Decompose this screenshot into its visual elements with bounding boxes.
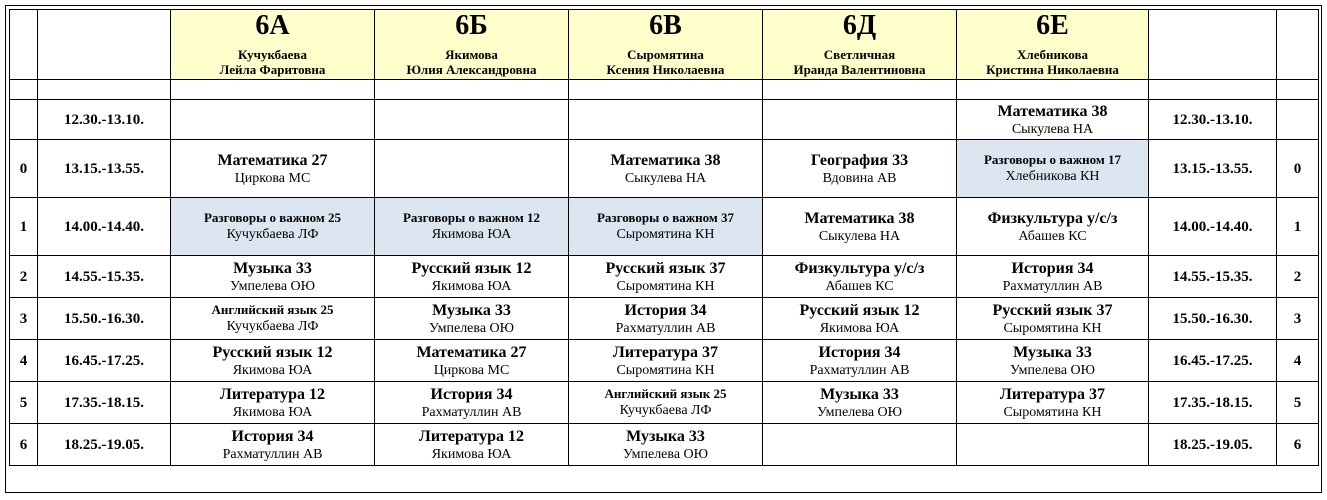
lesson-subject: Литература 37 [612,343,719,361]
lesson-cell [375,424,569,466]
lesson-time-right [1149,140,1277,198]
lesson-time-right-text: 18.25.-19.05. [1172,436,1253,453]
lesson-cell [957,256,1149,298]
lesson-teacher: Абашев КС [1018,228,1087,244]
lesson-number-right-text: 2 [1293,268,1302,285]
class-teacher-last: Светличная [823,47,896,62]
lesson-subject: Литература 37 [999,385,1106,403]
class-teacher-first: Ираида Валентиновна [793,62,926,77]
lesson-cell [375,382,569,424]
lesson-teacher: Умпелева ОЮ [428,320,515,336]
lesson-teacher: Умпелева ОЮ [1009,362,1096,378]
lesson-cell [375,298,569,340]
lesson-subject: Английский язык 25 [211,302,334,317]
lesson-teacher: Рахматуллин АВ [222,446,323,462]
lesson-teacher: Рахматуллин АВ [809,362,910,378]
lesson-teacher: Якимова ЮА [819,320,900,336]
lesson-subject: История 34 [231,427,314,445]
lesson-number-right-text: 3 [1293,310,1302,327]
lesson-subject: Математика 38 [804,209,915,227]
lesson-cell [957,424,1149,466]
lesson-number-right-text: 1 [1293,218,1302,235]
lesson-subject: История 34 [624,301,707,319]
lesson-time [38,298,171,340]
class-teacher-first: Ксения Николаевна [606,62,725,77]
lesson-cell [763,100,957,140]
lesson-teacher: Вдовина АВ [822,170,897,186]
lesson-cell [375,340,569,382]
lesson-number-right-text: 6 [1293,436,1302,453]
lesson-cell [569,256,763,298]
schedule-table [9,9,1319,466]
lesson-time-right [1149,424,1277,466]
class-header-6a [171,10,375,80]
lesson-number [10,256,38,298]
lesson-teacher: Сыромятина КН [616,278,715,294]
lesson-cell [569,382,763,424]
lesson-number [10,340,38,382]
lesson-cell [171,298,375,340]
lesson-teacher: Сыромятина КН [616,227,715,242]
lesson-subject: Математика 38 [997,102,1108,120]
lesson-teacher: Якимова ЮА [431,446,512,462]
lesson-time-text: 14.00.-14.40. [64,218,144,235]
lesson-number-text: 5 [19,394,28,411]
lesson-time-text: 12.30.-13.10. [64,111,144,128]
schedule-row [10,424,1319,466]
lesson-time-right [1149,100,1277,140]
lesson-time-right [1149,256,1277,298]
lesson-teacher: Циркова МС [433,362,510,378]
lesson-teacher: Сыромятина КН [1003,404,1102,420]
lesson-cell [569,340,763,382]
lesson-teacher: Якимова ЮА [431,278,512,294]
header-empty-time [38,10,171,80]
lesson-teacher: Якимова ЮА [232,404,313,420]
lesson-time-text: 17.35.-18.15. [64,394,144,411]
lesson-time [38,140,171,198]
class-name: 6В [649,10,682,41]
lesson-teacher: Рахматуллин АВ [421,404,522,420]
lesson-time-right-text: 16.45.-17.25. [1172,352,1253,369]
class-name: 6Д [842,10,877,41]
lesson-subject: Русский язык 12 [799,301,920,319]
lesson-subject: Разговоры о важном 25 [203,210,342,225]
header-empty-num [10,10,38,80]
lesson-teacher: Кучукбаева ЛФ [619,403,712,418]
lesson-subject: Разговоры о важном 37 [596,210,735,225]
lesson-time-right-text: 13.15.-13.55. [1172,160,1253,177]
lesson-number-text: 0 [19,160,28,177]
lesson-cell [763,256,957,298]
lesson-subject: Музыка 33 [626,427,705,445]
lesson-subject: Английский язык 25 [604,386,727,401]
lesson-number [10,382,38,424]
header-empty-time-right [1149,10,1277,80]
lesson-cell [957,340,1149,382]
lesson-cell [569,100,763,140]
header-empty-num-right [1277,10,1319,80]
lesson-number-right [1277,140,1319,198]
lesson-teacher: Умпелева ОЮ [816,404,903,420]
lesson-cell [763,298,957,340]
lesson-subject: Русский язык 37 [992,301,1113,319]
lesson-subject: Математика 38 [610,151,721,169]
lesson-subject: Математика 27 [416,343,527,361]
lesson-subject: Физкультура у/с/з [987,209,1118,227]
lesson-cell [569,198,763,256]
lesson-time [38,424,171,466]
lesson-teacher: Якимова ЮА [431,227,512,242]
lesson-subject: Разговоры о важном 12 [402,210,541,225]
lesson-number-text: 6 [19,436,28,453]
lesson-cell [569,424,763,466]
lesson-cell [171,382,375,424]
lesson-time [38,198,171,256]
header-row [10,10,1319,80]
lesson-teacher: Абашев КС [825,278,894,294]
schedule-body [10,100,1319,466]
lesson-teacher: Кучукбаева ЛФ [226,319,319,334]
lesson-time-right [1149,340,1277,382]
lesson-cell [957,140,1149,198]
lesson-cell [763,382,957,424]
lesson-cell [569,298,763,340]
class-teacher-last: Якимова [445,47,498,62]
class-teacher-first: Лейла Фаритовна [219,62,326,77]
lesson-number-text: 1 [19,218,28,235]
lesson-cell [763,340,957,382]
lesson-number-right [1277,382,1319,424]
lesson-teacher: Сыкулева НА [818,228,901,244]
lesson-cell [171,424,375,466]
lesson-subject: Физкультура у/с/з [794,259,925,277]
lesson-time-right [1149,298,1277,340]
lesson-number-text: 3 [19,310,28,327]
schedule-row [10,256,1319,298]
lesson-teacher: Умпелева ОЮ [622,446,709,462]
lesson-cell [375,100,569,140]
lesson-teacher: Сыкулева НА [1011,121,1094,137]
schedule-row [10,340,1319,382]
lesson-cell [375,198,569,256]
lesson-subject: Музыка 33 [233,259,312,277]
lesson-time-right-text: 15.50.-16.30. [1172,310,1253,327]
class-header-6b [375,10,569,80]
lesson-teacher: Кучукбаева ЛФ [226,227,319,242]
lesson-teacher: Рахматуллин АВ [1002,278,1103,294]
class-name: 6Е [1036,10,1069,41]
lesson-cell [763,198,957,256]
lesson-number [10,100,38,140]
lesson-time [38,100,171,140]
lesson-teacher: Хлебникова КН [1005,169,1100,184]
lesson-teacher: Сыромятина КН [1003,320,1102,336]
lesson-number [10,198,38,256]
lesson-cell [957,382,1149,424]
lesson-teacher: Рахматуллин АВ [615,320,716,336]
lesson-number-text: 2 [19,268,28,285]
lesson-time-right [1149,198,1277,256]
lesson-time-text: 13.15.-13.55. [64,160,144,177]
class-name: 6А [255,10,290,41]
lesson-number-right [1277,198,1319,256]
lesson-number-right [1277,340,1319,382]
lesson-cell [171,140,375,198]
lesson-number-right-text: 0 [1293,160,1302,177]
lesson-cell [569,140,763,198]
lesson-subject: История 34 [430,385,513,403]
lesson-teacher: Сыромятина КН [616,362,715,378]
lesson-teacher: Сыкулева НА [624,170,707,186]
lesson-time-right-text: 14.00.-14.40. [1172,218,1253,235]
lesson-subject: Русский язык 12 [411,259,532,277]
class-header-6v [569,10,763,80]
lesson-subject: История 34 [1011,259,1094,277]
class-teacher-last: Сыромятина [627,47,704,62]
lesson-cell [957,100,1149,140]
lesson-time-right [1149,382,1277,424]
lesson-number-right-text: 5 [1293,394,1302,411]
lesson-cell [375,256,569,298]
lesson-time-text: 15.50.-16.30. [64,310,144,327]
spacer-row [10,80,1319,100]
schedule-row [10,140,1319,198]
lesson-teacher: Якимова ЮА [232,362,313,378]
lesson-teacher: Умпелева ОЮ [229,278,316,294]
lesson-number-right [1277,298,1319,340]
class-teacher-first: Юлия Александровна [406,62,537,77]
lesson-subject: Русский язык 37 [605,259,726,277]
lesson-number-right [1277,424,1319,466]
lesson-cell [763,424,957,466]
lesson-time [38,340,171,382]
lesson-cell [171,340,375,382]
lesson-cell [957,298,1149,340]
lesson-subject: Музыка 33 [1013,343,1092,361]
lesson-subject: Разговоры о важном 17 [983,152,1122,167]
lesson-cell [171,256,375,298]
class-teacher-last: Кучукбаева [238,47,307,62]
lesson-number-right-text: 4 [1293,352,1302,369]
class-header-6e [957,10,1149,80]
lesson-cell [171,100,375,140]
schedule-row [10,382,1319,424]
lesson-number-text: 4 [19,352,28,369]
lesson-teacher: Циркова МС [234,170,311,186]
lesson-subject: География 33 [810,151,909,169]
lesson-subject: Русский язык 12 [212,343,333,361]
lesson-cell [375,140,569,198]
lesson-time-right-text: 14.55.-15.35. [1172,268,1253,285]
lesson-subject: История 34 [818,343,901,361]
class-teacher-last: Хлебникова [1017,47,1088,62]
lesson-subject: Литература 12 [418,427,525,445]
lesson-number-right [1277,256,1319,298]
lesson-number-right [1277,100,1319,140]
lesson-number [10,298,38,340]
lesson-number [10,140,38,198]
lesson-cell [957,198,1149,256]
lesson-time [38,256,171,298]
class-header-6d [763,10,957,80]
lesson-subject: Литература 12 [219,385,326,403]
lesson-subject: Музыка 33 [820,385,899,403]
lesson-time-right-text: 12.30.-13.10. [1172,111,1253,128]
lesson-time-text: 16.45.-17.25. [64,352,144,369]
lesson-time-right-text: 17.35.-18.15. [1172,394,1253,411]
lesson-subject: Музыка 33 [432,301,511,319]
lesson-number [10,424,38,466]
class-name: 6Б [455,10,488,41]
lesson-time-text: 18.25.-19.05. [64,436,144,453]
schedule-row [10,100,1319,140]
lesson-time [38,382,171,424]
lesson-cell [171,198,375,256]
schedule-row [10,198,1319,256]
class-teacher-first: Кристина Николаевна [986,62,1119,77]
lesson-subject: Математика 27 [217,151,328,169]
lesson-cell [763,140,957,198]
lesson-time-text: 14.55.-15.35. [64,268,144,285]
schedule-row [10,298,1319,340]
